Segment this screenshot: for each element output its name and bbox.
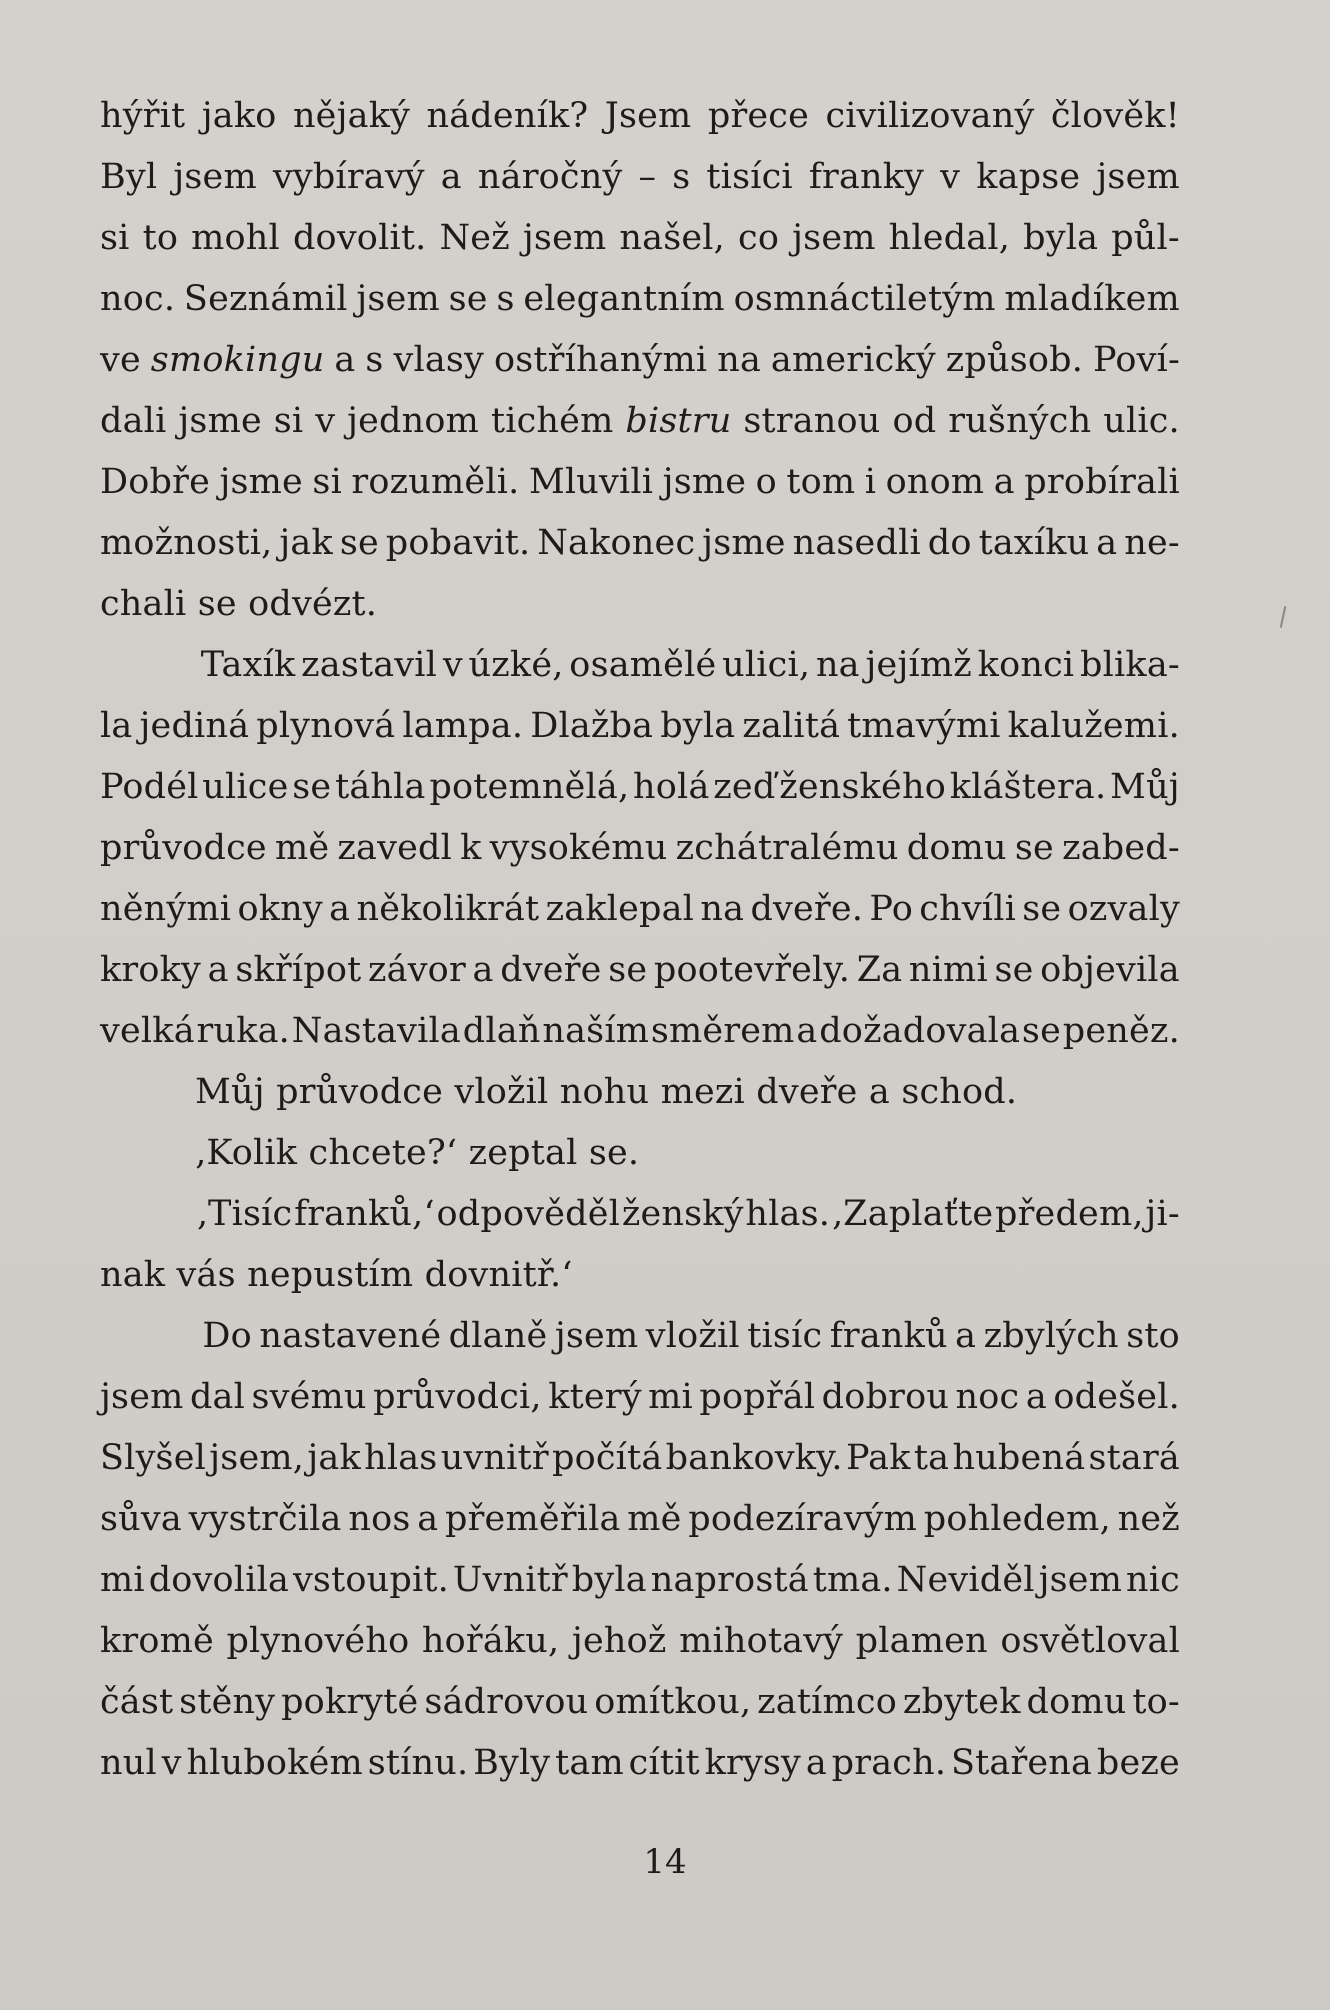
word: kláštera.: [949, 767, 1107, 807]
word: zatímco: [757, 1682, 897, 1722]
text-line: [100, 330, 1180, 391]
text-line-indented: [100, 1123, 1180, 1184]
word: mi: [648, 1377, 693, 1417]
word: vložil: [645, 1316, 740, 1356]
word: mihotavý: [679, 1621, 844, 1661]
word: svému: [251, 1377, 367, 1417]
word: Jsem: [604, 96, 692, 136]
word: způsob.: [945, 340, 1084, 380]
text-line: [100, 513, 1180, 574]
word: elegantním: [523, 279, 725, 319]
word: jehož: [571, 1621, 667, 1661]
word: si: [100, 218, 130, 258]
word: byla: [1023, 218, 1099, 258]
word: franků: [829, 1316, 948, 1356]
word: závor: [368, 950, 466, 990]
word: a: [440, 157, 462, 197]
word: byla: [571, 1560, 647, 1600]
word: s: [672, 157, 691, 197]
word: se: [1021, 1011, 1061, 1051]
word: se: [1022, 889, 1062, 929]
word: se: [1014, 828, 1054, 868]
text-line-indented: [100, 1062, 1180, 1123]
word: tisíci: [706, 157, 793, 197]
word: jsem: [356, 279, 440, 319]
word: plynová: [256, 706, 396, 746]
word: nohu: [559, 1072, 650, 1112]
word: si: [312, 462, 342, 502]
word: dobrou: [821, 1377, 950, 1417]
word: vybíravý: [272, 157, 425, 197]
word: stranou: [743, 401, 881, 441]
word: Mluvili: [528, 462, 654, 502]
word: vložil: [454, 1072, 549, 1112]
word: vlasy: [393, 340, 485, 380]
text-line: [100, 147, 1180, 208]
text-line: [100, 879, 1180, 940]
word: část: [100, 1682, 174, 1722]
word: předem,: [995, 1194, 1144, 1234]
word: naprostá: [650, 1560, 809, 1600]
word: americký: [770, 340, 936, 380]
text-line: [100, 452, 1180, 513]
word: co: [738, 218, 780, 258]
word: Byly: [473, 1743, 551, 1783]
word: hlubokém: [186, 1743, 363, 1783]
word: se: [339, 523, 379, 563]
word: chcete?‘: [308, 1133, 458, 1173]
word: rušných: [948, 401, 1092, 441]
word: dovnitř.‘: [424, 1255, 573, 1295]
word: a: [1025, 1377, 1047, 1417]
word: mohl: [191, 218, 280, 258]
word: v: [315, 401, 336, 441]
word: noc: [955, 1377, 1020, 1417]
word-italic: smokingu: [150, 340, 325, 380]
word: na: [700, 889, 745, 929]
word: se: [608, 950, 648, 990]
word: tom: [786, 462, 856, 502]
word: krysy: [704, 1743, 802, 1783]
word: dlaň: [462, 1011, 541, 1051]
word: nepustím: [247, 1255, 414, 1295]
word: jsem: [1038, 1560, 1123, 1600]
word: hlas.: [745, 1194, 831, 1234]
text-line-indented: [100, 635, 1180, 696]
word: dal: [189, 1377, 246, 1417]
word: zavedl: [337, 828, 452, 868]
word: peněz.: [1062, 1011, 1180, 1051]
word: Neviděl: [896, 1560, 1035, 1600]
word: jsem: [100, 1377, 184, 1417]
word: k: [460, 828, 482, 868]
word: průvodce: [100, 828, 267, 868]
word: možnosti,: [100, 523, 273, 563]
word: zabed-: [1062, 828, 1180, 868]
word: a: [329, 889, 351, 929]
word: omítkou,: [594, 1682, 752, 1722]
word: od: [892, 401, 937, 441]
text-line-indented: [100, 1306, 1180, 1367]
word: dveře: [756, 1072, 858, 1112]
word: ta: [913, 1438, 950, 1478]
text-line: [100, 391, 1180, 452]
word: jsme: [662, 462, 747, 502]
word: hýřit: [100, 96, 186, 136]
word: hořáku,: [421, 1621, 560, 1661]
word: holá: [633, 767, 710, 807]
word: skřípot: [235, 950, 362, 990]
word: a: [796, 1011, 818, 1051]
word: chali: [100, 584, 187, 624]
word: hubená: [952, 1438, 1086, 1478]
word: podezíravým: [688, 1499, 918, 1539]
paper-mark: [1280, 606, 1287, 628]
text-line: [100, 1489, 1180, 1550]
word: Taxík: [200, 645, 296, 685]
word: dovolit.: [292, 218, 427, 258]
word: odpověděl: [436, 1194, 621, 1234]
word: mi: [100, 1560, 145, 1600]
word: vstoupit.: [292, 1560, 449, 1600]
word: mě: [627, 1499, 682, 1539]
word: jsem,: [209, 1438, 305, 1478]
word: domu: [906, 828, 1007, 868]
word: a: [868, 1072, 890, 1112]
word: na: [717, 340, 762, 380]
word: Poví-: [1092, 340, 1180, 380]
word: ‚Kolik: [195, 1133, 298, 1173]
word: počítá: [551, 1438, 663, 1478]
word: osvětloval: [1000, 1621, 1180, 1661]
word: zalitá: [742, 706, 841, 746]
word: ulici,: [722, 645, 811, 685]
text-line: [100, 208, 1180, 269]
word: dali: [100, 401, 167, 441]
word: táhla: [335, 767, 426, 807]
page-number: 14: [643, 1842, 687, 1882]
word: pootevřely.: [653, 950, 851, 990]
text-line: [100, 696, 1180, 757]
word: civilizovaný: [825, 96, 1035, 136]
word: v: [940, 157, 961, 197]
word: la: [100, 706, 133, 746]
word: konci: [977, 645, 1075, 685]
word: a: [993, 462, 1015, 502]
word: chvíli: [919, 889, 1016, 929]
word: a: [1096, 523, 1118, 563]
word: –: [638, 157, 657, 197]
word: jak: [307, 1438, 361, 1478]
word: franky: [808, 157, 925, 197]
word: cítit: [628, 1743, 700, 1783]
word: jsme: [702, 523, 786, 563]
word: popřál: [699, 1377, 816, 1417]
word: odvézt.: [248, 584, 378, 624]
word: Do: [202, 1316, 252, 1356]
word: Dlažba: [530, 706, 654, 746]
word: plamen: [855, 1621, 988, 1661]
word: tma.: [812, 1560, 893, 1600]
word: Můj: [1110, 767, 1180, 807]
word: nak: [100, 1255, 166, 1295]
word: pokryté: [281, 1682, 419, 1722]
word: přeměřila: [445, 1499, 621, 1539]
text-line: [100, 1611, 1180, 1672]
word: zbytek: [902, 1682, 1021, 1722]
word: nádeník?: [426, 96, 589, 136]
word: potemnělá,: [429, 767, 630, 807]
word: ozvaly: [1067, 889, 1180, 929]
word: přece: [707, 96, 810, 136]
word: Pak: [845, 1438, 911, 1478]
word: sto: [1126, 1316, 1180, 1356]
word: na: [815, 645, 860, 685]
word: naším: [542, 1011, 650, 1051]
word: dovolila: [148, 1560, 290, 1600]
word: to: [142, 218, 179, 258]
word: ženský: [621, 1194, 744, 1234]
text-line: [100, 757, 1180, 818]
word: průvodce: [276, 1072, 444, 1112]
word: rozuměli.: [351, 462, 520, 502]
text-line: [100, 818, 1180, 879]
word: se: [292, 767, 332, 807]
word: si: [273, 401, 304, 441]
word: stínu.: [367, 1743, 469, 1783]
word: vystrčila: [188, 1499, 342, 1539]
word: sádrovou: [424, 1682, 589, 1722]
word: prach.: [831, 1743, 947, 1783]
word: tam: [555, 1743, 624, 1783]
word: mě: [274, 828, 330, 868]
word: pohledem,: [923, 1499, 1111, 1539]
word: směrem: [650, 1011, 795, 1051]
word: ulic.: [1103, 401, 1180, 441]
word: Dobře: [100, 462, 210, 502]
word: osamělé: [569, 645, 717, 685]
word: plynového: [226, 1621, 410, 1661]
word: Nakonec: [537, 523, 696, 563]
word: jediná: [139, 706, 250, 746]
word: se.: [588, 1133, 640, 1173]
word: se: [448, 279, 488, 319]
word: dožadovala: [819, 1011, 1021, 1051]
word: jsem: [1096, 157, 1180, 197]
word: jsem: [554, 1316, 639, 1356]
word: zeď: [713, 767, 776, 807]
text-line: [100, 1001, 1180, 1062]
text-line: [100, 1550, 1180, 1611]
word: jsem: [522, 218, 607, 258]
word: v: [161, 1743, 182, 1783]
word: jsme: [178, 401, 262, 441]
text-line: [100, 86, 1180, 147]
word: o: [755, 462, 777, 502]
word: který: [548, 1377, 642, 1417]
word: Můj: [195, 1072, 265, 1112]
word: franků,‘: [294, 1194, 435, 1234]
text-line: [100, 1428, 1180, 1489]
word: zbylých: [983, 1316, 1119, 1356]
word: pobavit.: [385, 523, 531, 563]
word: a: [955, 1316, 977, 1356]
word: byla: [660, 706, 736, 746]
word: kalužemi.: [1007, 706, 1180, 746]
word: náročný: [477, 157, 623, 197]
word: zaklepal: [545, 889, 695, 929]
word: vysokému: [489, 828, 668, 868]
word: stará: [1088, 1438, 1180, 1478]
word: vás: [176, 1255, 236, 1295]
word: tmavými: [847, 706, 1001, 746]
word: jako: [201, 96, 277, 136]
word: uvnitř: [440, 1438, 549, 1478]
word: průvodci,: [373, 1377, 542, 1417]
word: ‚Zaplaťte: [831, 1194, 994, 1234]
word: osmnáctiletým: [733, 279, 996, 319]
word: odešel.: [1053, 1377, 1180, 1417]
word: tisíc: [747, 1316, 823, 1356]
word: se: [197, 584, 237, 624]
text-line: [100, 1367, 1180, 1428]
text-line: [100, 940, 1180, 1001]
word: ostříhanými: [493, 340, 708, 380]
word: bankovky.: [665, 1438, 843, 1478]
word: než: [1117, 1499, 1180, 1539]
word: zastavil: [301, 645, 438, 685]
text-line-last: [100, 1245, 1180, 1306]
word: ji-: [1145, 1194, 1180, 1234]
word: Nastavila: [291, 1011, 461, 1051]
word: ruka.: [196, 1011, 291, 1051]
word: kapse: [976, 157, 1081, 197]
word: a: [417, 1499, 439, 1539]
word: Byl: [100, 157, 158, 197]
text-line: [100, 1672, 1180, 1733]
word: Než: [439, 218, 510, 258]
word: nos: [348, 1499, 411, 1539]
word: jejímž: [865, 645, 972, 685]
word: nasedli: [792, 523, 921, 563]
word: i: [864, 462, 877, 502]
text-line-indented: [100, 1184, 1180, 1245]
word: Seznámil: [183, 279, 348, 319]
word: sůva: [100, 1499, 182, 1539]
word: Uvnitř: [452, 1560, 568, 1600]
word: a: [207, 950, 229, 990]
word: domu: [1026, 1682, 1127, 1722]
word: beze: [1096, 1743, 1180, 1783]
word: v: [442, 645, 463, 685]
word: jak: [279, 523, 333, 563]
word: jsem: [173, 157, 257, 197]
word: ve: [100, 340, 141, 380]
word: zeptal: [468, 1133, 578, 1173]
word: nul: [100, 1743, 157, 1783]
word: onom: [885, 462, 985, 502]
word: jsme: [219, 462, 303, 502]
word: noc.: [100, 279, 176, 319]
word: ulice: [202, 767, 289, 807]
word: schod.: [901, 1072, 1018, 1112]
word: několikrát: [356, 889, 540, 929]
word: velká: [100, 1011, 195, 1051]
word: a: [472, 950, 494, 990]
word: s: [365, 340, 384, 380]
word: člověk!: [1050, 96, 1180, 136]
word: Stařena: [950, 1743, 1093, 1783]
text-line-last: [100, 574, 1180, 635]
word: jednom: [347, 401, 480, 441]
word: Podél: [100, 767, 199, 807]
word: a: [805, 1743, 827, 1783]
word: Po: [869, 889, 913, 929]
word: nějaký: [292, 96, 411, 136]
word: půl-: [1111, 218, 1180, 258]
word: hledal,: [888, 218, 1011, 258]
word: probírali: [1024, 462, 1180, 502]
word: dlaně: [448, 1316, 548, 1356]
word: zchátralému: [675, 828, 899, 868]
text-line: [100, 1733, 1180, 1794]
word: stěny: [179, 1682, 276, 1722]
word: se: [994, 950, 1034, 990]
word: do: [927, 523, 972, 563]
word: ‚Tisíc: [196, 1194, 293, 1234]
word: Slyšel: [100, 1438, 207, 1478]
word: okny: [237, 889, 323, 929]
word: tichém: [490, 401, 614, 441]
word: lampa.: [402, 706, 524, 746]
word: ne-: [1124, 523, 1180, 563]
word: dveře.: [750, 889, 864, 929]
word: našel,: [619, 218, 726, 258]
word: ženského: [779, 767, 946, 807]
word: jsem: [792, 218, 876, 258]
word: nastavené: [259, 1316, 442, 1356]
word: úzké,: [468, 645, 564, 685]
word: taxíku: [978, 523, 1090, 563]
word: něnými: [100, 889, 232, 929]
word: Za: [856, 950, 903, 990]
word: hlas: [364, 1438, 438, 1478]
text-line: [100, 269, 1180, 330]
word: nic: [1125, 1560, 1180, 1600]
word-italic: bistru: [625, 401, 732, 441]
word: blika-: [1080, 645, 1180, 685]
word: to-: [1132, 1682, 1180, 1722]
word: s: [496, 279, 515, 319]
word: dveře: [500, 950, 602, 990]
word: mladíkem: [1004, 279, 1180, 319]
word: nimi: [908, 950, 988, 990]
word: mezi: [660, 1072, 745, 1112]
word: a: [334, 340, 356, 380]
word: kroky: [100, 950, 201, 990]
word: kromě: [100, 1621, 214, 1661]
word: objevila: [1040, 950, 1180, 990]
body-text: [100, 86, 1180, 1794]
